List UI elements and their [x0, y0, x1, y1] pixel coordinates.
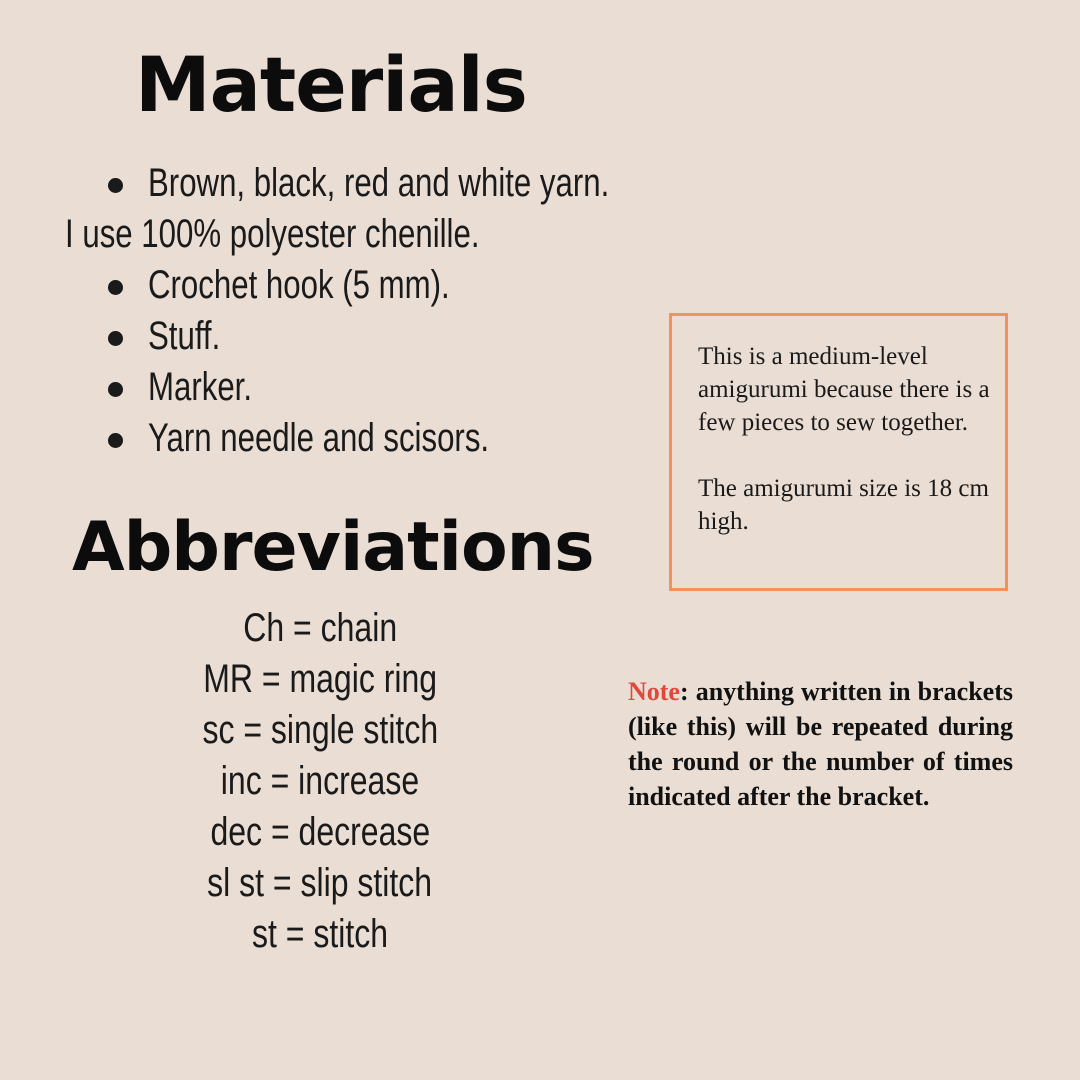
- abbreviations-heading: Abbreviations: [72, 508, 594, 587]
- material-item: Brown, black, red and white yarn.: [148, 161, 610, 205]
- material-item: Marker.: [148, 365, 253, 409]
- abbreviation-text: inc = increase: [220, 759, 420, 803]
- info-box: [669, 313, 1008, 591]
- abbreviations-list: [120, 602, 520, 959]
- abbreviation-text: dec = decrease: [210, 810, 430, 854]
- abbreviation-item: [120, 755, 520, 806]
- material-item: Crochet hook (5 mm).: [148, 263, 450, 307]
- abbreviation-item: [120, 653, 520, 704]
- bullet-icon: [108, 331, 123, 346]
- material-item: Yarn needle and scisors.: [148, 416, 490, 460]
- abbreviation-text: Ch = chain: [243, 606, 397, 650]
- abbreviation-text: sl st = slip stitch: [207, 861, 433, 905]
- materials-heading: Materials: [135, 40, 527, 129]
- abbreviation-text: MR = magic ring: [203, 657, 437, 701]
- material-item: Stuff.: [148, 314, 221, 358]
- abbreviation-item: [120, 806, 520, 857]
- bullet-icon: [108, 382, 123, 397]
- abbreviation-item: [120, 908, 520, 959]
- difficulty-paragraph: This is a medium-level amigurumi because there is a few pieces to sew together.: [698, 343, 990, 436]
- bracket-note: [628, 674, 1013, 814]
- abbreviation-text: st = stitch: [251, 912, 389, 956]
- abbreviation-item: [120, 602, 520, 653]
- bullet-icon: [108, 433, 123, 448]
- abbreviation-text: sc = single stitch: [202, 708, 438, 752]
- bullet-icon: [108, 280, 123, 295]
- size-paragraph: The amigurumi size is 18 cm high.: [698, 475, 989, 535]
- info-text: [698, 340, 998, 538]
- note-text: : anything written in brackets (like this) will be repeated during the round or the number of times indicated after the bracket.: [628, 677, 1013, 811]
- note-label: Note: [628, 677, 680, 706]
- material-note: I use 100% polyester chenille.: [65, 212, 480, 256]
- abbreviation-item: [120, 857, 520, 908]
- abbreviation-item: [120, 704, 520, 755]
- bullet-icon: [108, 178, 123, 193]
